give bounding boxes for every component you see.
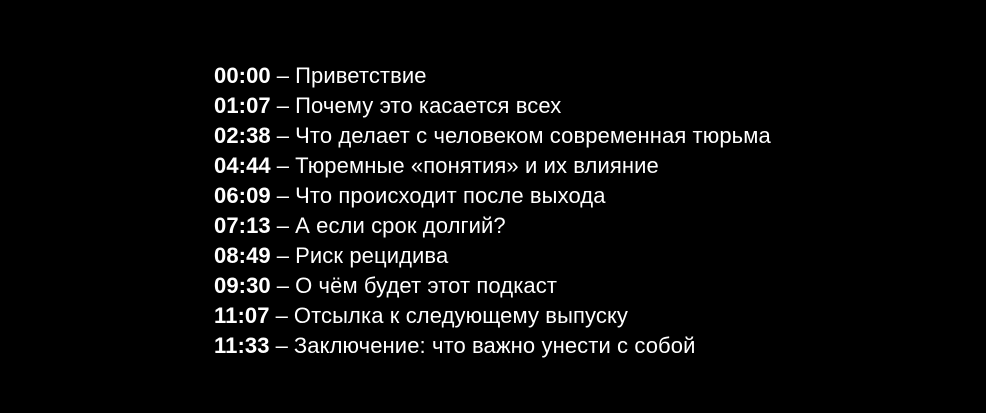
chapter-separator: – — [276, 123, 290, 148]
chapter-title: Заключение: что важно унести с собой — [293, 333, 696, 358]
chapter-title: Отсылка к следующему выпуску — [293, 303, 629, 328]
chapter-title: А если срок долгий? — [295, 213, 506, 238]
chapter-row — [214, 211, 771, 241]
chapter-timestamp: 08:49 — [214, 243, 271, 268]
chapter-title: Тюремные «понятия» и их влияние — [295, 153, 659, 178]
chapter-title: Что делает с человеком современная тюрьма — [295, 123, 771, 148]
chapter-timestamp: 00:00 — [214, 63, 271, 88]
chapter-row — [214, 241, 771, 271]
chapter-separator: – — [275, 303, 288, 328]
chapter-row — [214, 61, 771, 91]
chapter-title: Почему это касается всех — [295, 93, 562, 118]
chapter-timestamp: 02:38 — [214, 123, 271, 148]
chapter-separator: – — [276, 243, 290, 268]
chapter-separator: – — [276, 63, 290, 88]
chapter-row — [214, 181, 771, 211]
chapter-separator: – — [276, 213, 290, 238]
chapter-list — [214, 61, 771, 361]
chapter-title: Риск рецидива — [295, 243, 449, 268]
chapter-separator: – — [276, 153, 290, 178]
chapter-timestamp: 09:30 — [214, 273, 271, 298]
chapter-timestamp: 04:44 — [214, 153, 271, 178]
chapter-row — [214, 151, 771, 181]
chapter-timestamp: 06:09 — [214, 183, 271, 208]
chapter-timestamp: 11:07 — [214, 303, 270, 328]
chapter-row — [214, 271, 771, 301]
chapter-separator: – — [276, 183, 290, 208]
chapter-separator: – — [275, 333, 288, 358]
chapter-row — [214, 301, 771, 331]
chapter-row — [214, 121, 771, 151]
chapter-title: О чём будет этот подкаст — [295, 273, 558, 298]
chapter-timestamp: 01:07 — [214, 93, 271, 118]
chapter-separator: – — [276, 93, 290, 118]
chapter-timestamp: 11:33 — [214, 333, 270, 358]
chapter-title: Приветствие — [295, 63, 427, 88]
chapter-separator: – — [276, 273, 290, 298]
chapter-title: Что происходит после выхода — [295, 183, 606, 208]
chapter-row — [214, 331, 771, 361]
chapter-timestamp: 07:13 — [214, 213, 271, 238]
chapter-row — [214, 91, 771, 121]
